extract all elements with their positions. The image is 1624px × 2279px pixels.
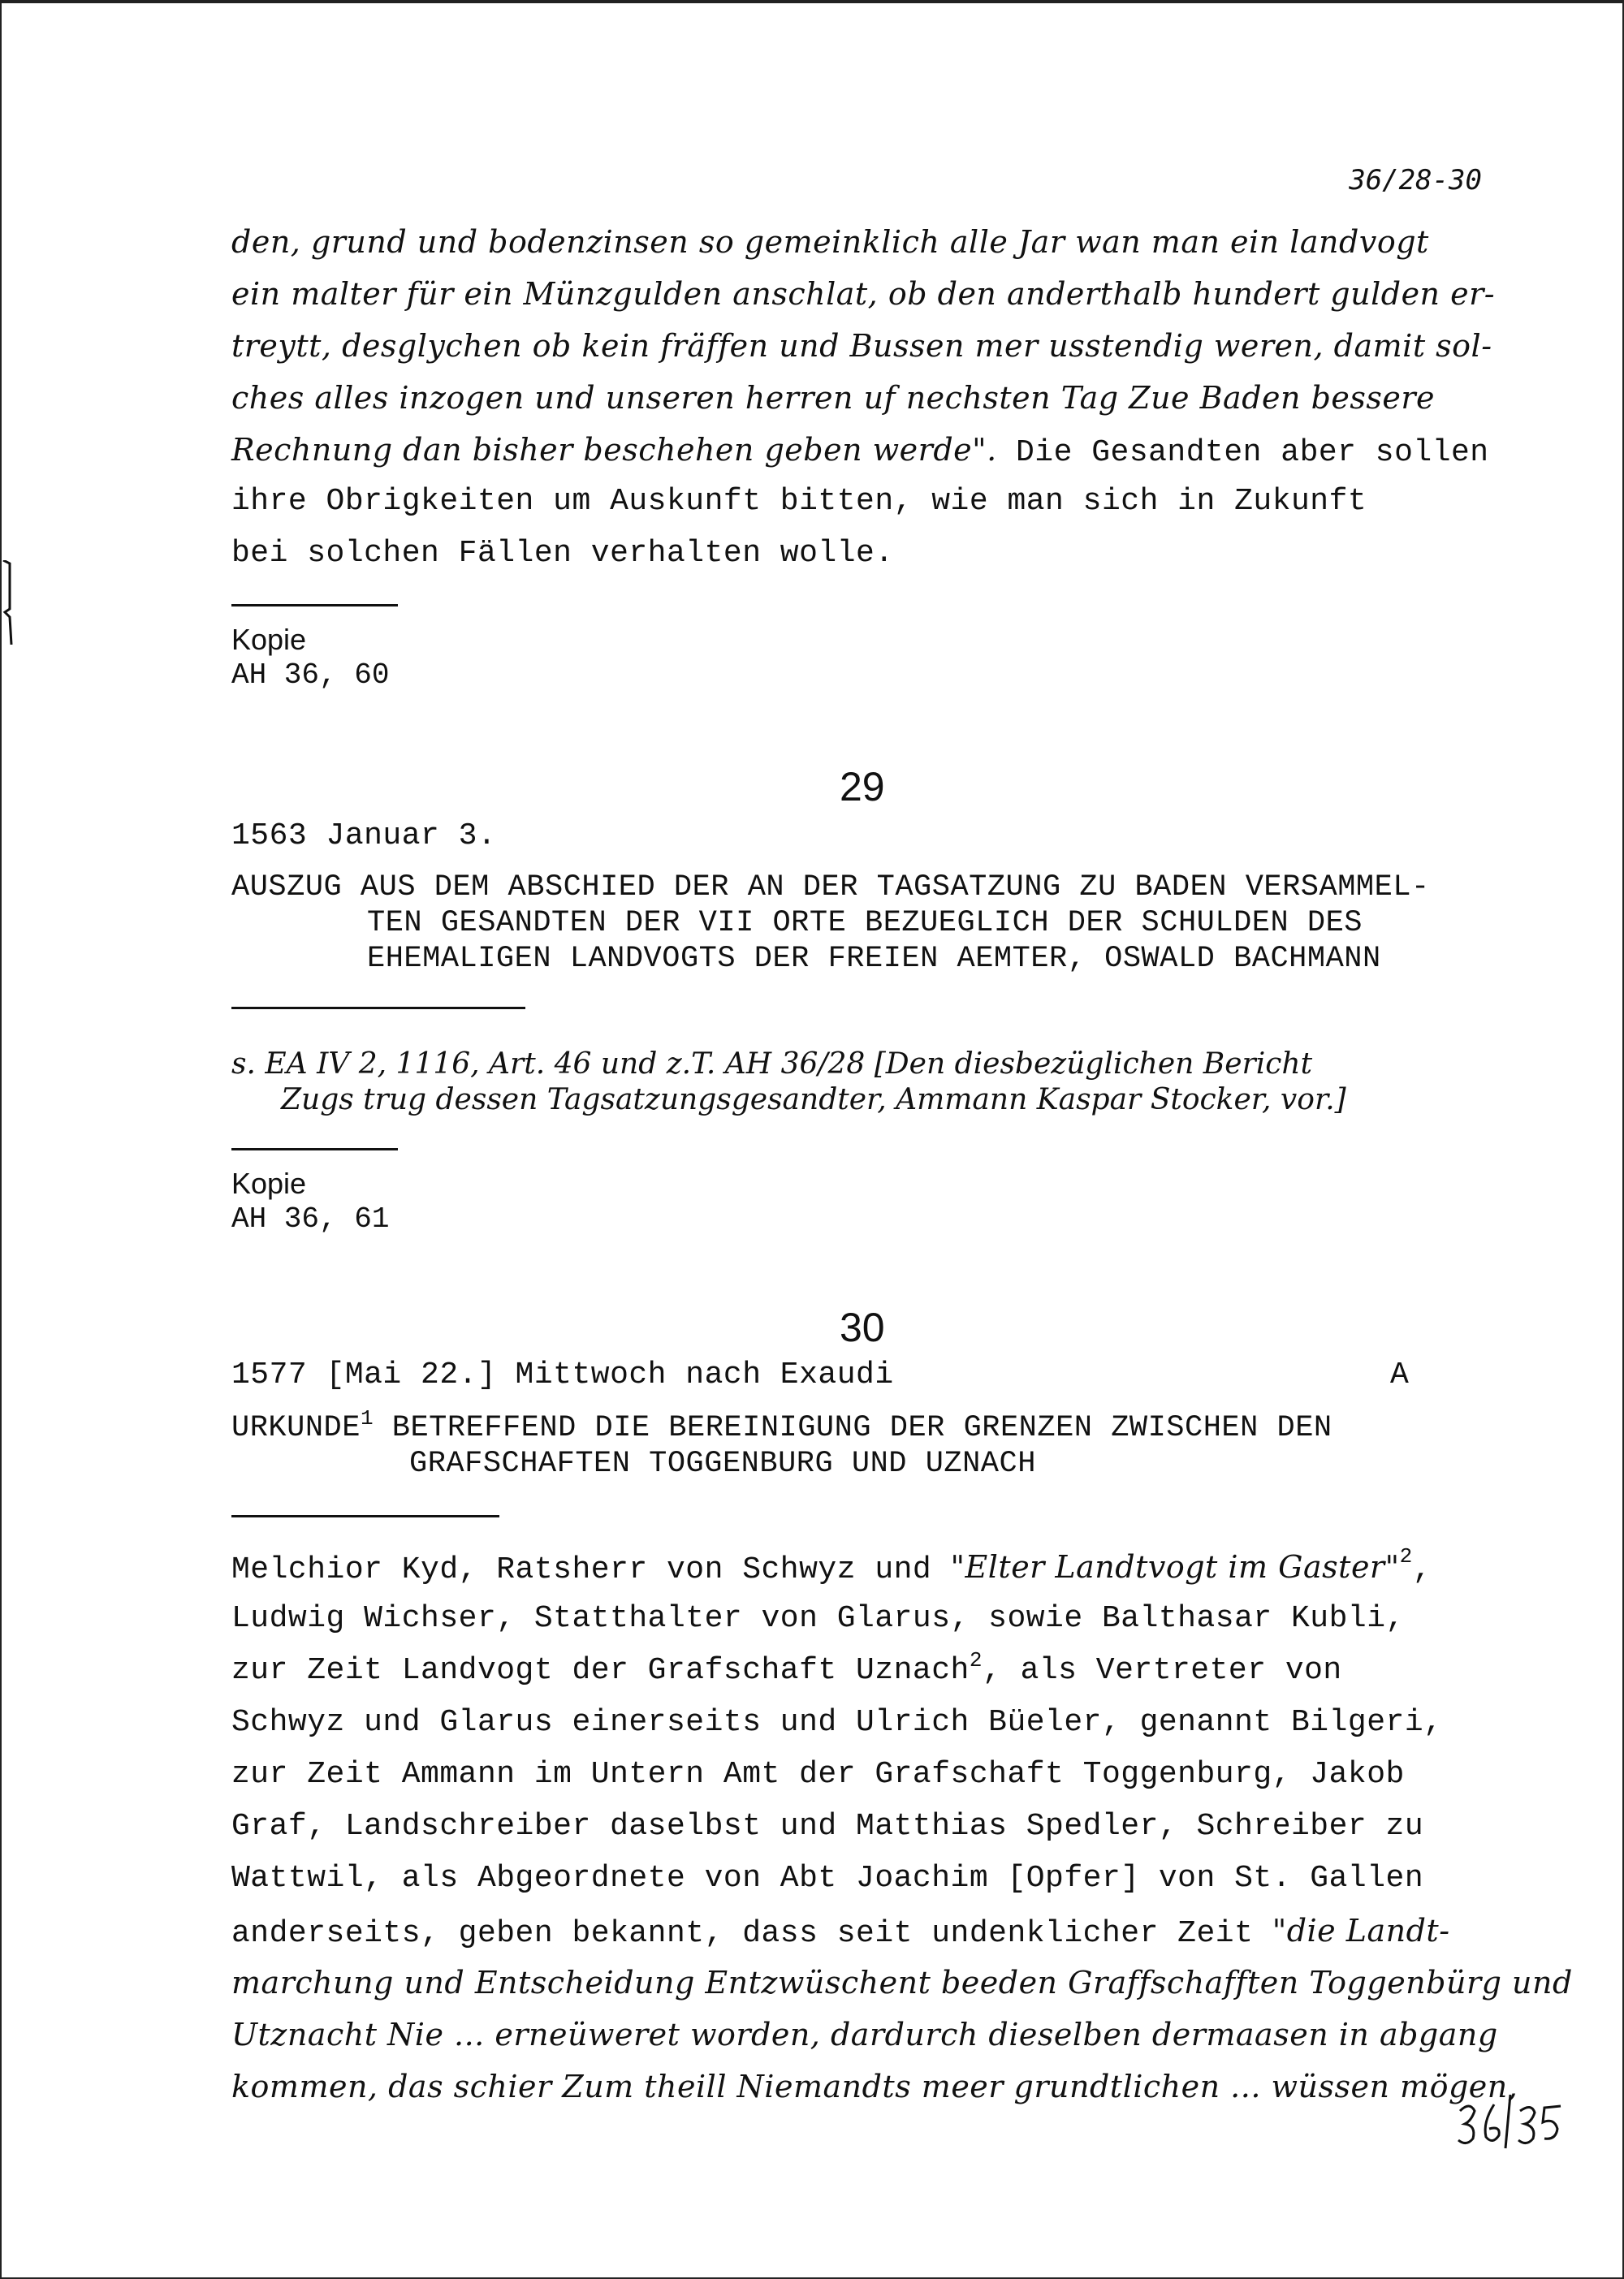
body-line-6: ihre Obrigkeiten um Auskunft bitten, wie man sich in Zukunft — [231, 484, 1367, 519]
source-label: Kopie — [231, 1167, 307, 1200]
body-line: zur Zeit Ammann im Untern Amt der Grafschaft Toggenburg, Jakob — [231, 1757, 1405, 1792]
document-number: 30 — [840, 1305, 885, 1350]
separator-rule — [231, 1515, 499, 1517]
source-label: Kopie — [231, 623, 307, 656]
body-line-7: bei solchen Fällen verhalten wolle. — [231, 536, 894, 571]
page-reference: 36/28-30 — [1349, 164, 1482, 196]
footnote-ref: 1 — [360, 1406, 374, 1431]
margin-bracket-mark — [2, 560, 13, 645]
document-heading-line: EHEMALIGEN LANDVOGTS DER FREIEN AEMTER, OSWALD BACHMANN — [367, 942, 1381, 976]
body-line: Graf, Landschreiber daselbst und Matthias Spedler, Schreiber zu — [231, 1809, 1424, 1844]
body-line: Wattwil, als Abgeordnete von Abt Joachim [Opfer] von St. Gallen — [231, 1861, 1424, 1896]
body-line-2: ein malter für ein Münzgulden anschlat, ob den anderthalb hundert gulden er- — [231, 276, 1496, 312]
separator-rule — [231, 1007, 525, 1009]
body-line: Schwyz und Glarus einerseits und Ulrich Büeler, genannt Bilgeri, — [231, 1705, 1443, 1740]
editorial-note-line: Zugs trug dessen Tagsatzungsgesandter, Ammann Kaspar Stocker, vor.] — [281, 1083, 1346, 1116]
document-heading-line: AUSZUG AUS DEM ABSCHIED DER AN DER TAGSATZUNG ZU BADEN VERSAMMEL- — [231, 870, 1430, 904]
body-line-3: treytt, desglychen ob kein fräffen und Bussen mer usstendig weren, damit sol- — [231, 328, 1492, 364]
document-heading-line: GRAFSCHAFTEN TOGGENBURG UND UZNACH — [409, 1447, 1036, 1481]
separator-rule — [231, 604, 398, 606]
source-block — [231, 1166, 389, 1237]
footnote-ref: 2 — [969, 1648, 983, 1673]
document-number: 29 — [840, 764, 885, 809]
separator-rule — [231, 1148, 398, 1150]
handwritten-page-number — [1453, 2087, 1567, 2152]
body-line-5: Rechnung dan bisher beschehen geben werde". Die Gesandten aber sollen — [231, 432, 1489, 470]
document-date: 1577 [Mai 22.] Mittwoch nach Exaudi — [231, 1357, 894, 1392]
body-line: kommen, das schier Zum theill Niemandts meer grundtlichen ... wüssen mögen, — [231, 2069, 1518, 2104]
body-line: zur Zeit Landvogt der Grafschaft Uznach$^2$, als Vertreter von — [231, 1648, 1342, 1688]
document-heading-line: URKUNDE$^1$ BETREFFEND DIE BEREINIGUNG DER GRENZEN ZWISCHEN DEN — [231, 1406, 1332, 1445]
body-line: Melchior Kyd, Ratsherr von Schwyz und "Elter Landtvogt im Gaster"$^2$, — [231, 1544, 1432, 1587]
body-line: marchung und Entscheidung Entzwüschent beeden Graffschafften Toggenbürg und — [231, 1965, 1573, 2001]
editorial-note-line: s. EA IV 2, 1116, Art. 46 und z.T. AH 36/28 [Den diesbezüglichen Bericht — [231, 1047, 1313, 1081]
document-type-letter: A — [1390, 1357, 1410, 1392]
body-line: Ludwig Wichser, Statthalter von Glarus, sowie Balthasar Kubli, — [231, 1601, 1405, 1636]
source-reference: AH 36, 61 — [231, 1202, 390, 1236]
body-line-4: ches alles inzogen und unseren herren uf nechsten Tag Zue Baden bessere — [231, 380, 1436, 416]
footnote-ref: 2 — [1399, 1544, 1413, 1569]
body-line-1: den, grund und bodenzinsen so gemeinklich alle Jar wan man ein landvogt — [231, 224, 1429, 260]
body-line: Utznacht Nie ... erneüweret worden, dardurch dieselben dermaasen in abgang — [231, 2017, 1498, 2052]
source-block — [231, 622, 389, 693]
source-reference: AH 36, 60 — [231, 658, 390, 692]
document-date: 1563 Januar 3. — [231, 818, 497, 853]
document-heading-line: TEN GESANDTEN DER VII ORTE BEZUEGLICH DER SCHULDEN DES — [367, 906, 1363, 940]
body-line: anderseits, geben bekannt, dass seit undenklicher Zeit "die Landt- — [231, 1913, 1450, 1951]
